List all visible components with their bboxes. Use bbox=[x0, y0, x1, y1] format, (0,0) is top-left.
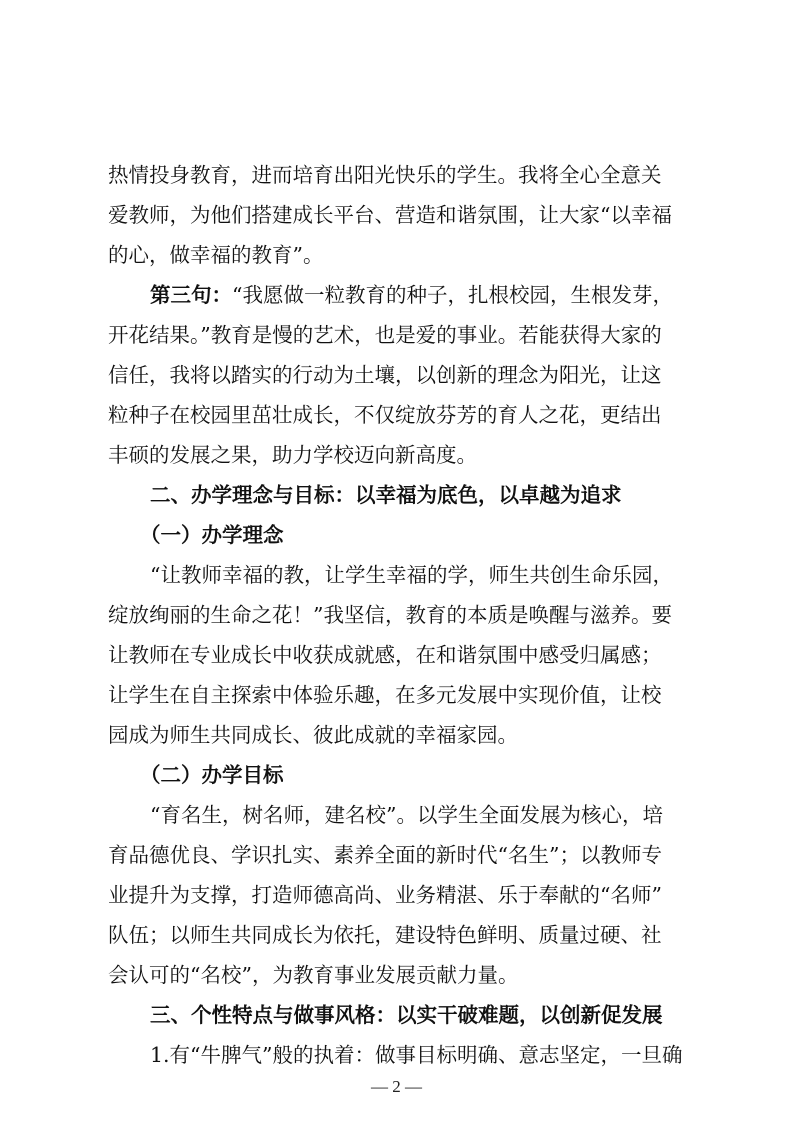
paragraph-line: 会认可的“名校”，为教育事业发展贡献力量。 bbox=[108, 963, 519, 987]
paragraph-line: 让教师在专业成长中收获成就感，在和谐氛围中感受归属感； bbox=[108, 643, 662, 667]
section-heading: 三、个性特点与做事风格：以实干破难题，以创新促发展 bbox=[150, 1003, 663, 1027]
subsection-heading: （一）办学理念 bbox=[140, 523, 284, 547]
paragraph-line: 的心，做幸福的教育”。 bbox=[108, 243, 324, 267]
page-number: — 2 — bbox=[371, 1077, 422, 1096]
subsection-heading: （二）办学目标 bbox=[140, 763, 284, 787]
section-heading: 二、办学理念与目标：以幸福为底色，以卓越为追求 bbox=[150, 483, 622, 507]
paragraph-line: 队伍；以师生共同成长为依托，建设特色鲜明、质量过硬、社 bbox=[108, 923, 662, 947]
paragraph-line: 粒种子在校园里茁壮成长，不仅绽放芬芳的育人之花，更结出 bbox=[108, 403, 662, 427]
paragraph-line: “让教师幸福的教，让学生幸福的学，师生共创生命乐园， bbox=[150, 563, 673, 587]
paragraph-lead: 第三句： bbox=[150, 283, 232, 307]
paragraph-line bbox=[150, 275, 690, 315]
paragraph-line: 园成为师生共同成长、彼此成就的幸福家园。 bbox=[108, 723, 518, 747]
paragraph-line: 信任，我将以踏实的行动为土壤，以创新的理念为阳光，让这 bbox=[108, 363, 662, 387]
paragraph-line: 开花结果。”教育是慢的艺术，也是爱的事业。若能获得大家的 bbox=[108, 323, 662, 347]
paragraph-line: 绽放绚丽的生命之花！”我坚信，教育的本质是唤醒与滋养。要 bbox=[108, 603, 672, 627]
paragraph-line: 爱教师，为他们搭建成长平台、营造和谐氛围，让大家“以幸福 bbox=[108, 203, 672, 227]
paragraph-line: 让学生在自主探索中体验乐趣，在多元发展中实现价值，让校 bbox=[108, 683, 662, 707]
paragraph-line: 丰硕的发展之果，助力学校迈向新高度。 bbox=[108, 443, 477, 467]
paragraph-text: “我愿做一粒教育的种子，扎根校园，生根发芽， bbox=[232, 283, 673, 307]
paragraph-line: 1.有“牛脾气”般的执着：做事目标明确、意志坚定，一旦确 bbox=[150, 1043, 683, 1067]
paragraph-line: 热情投身教育，进而培育出阳光快乐的学生。我将全心全意关 bbox=[108, 163, 662, 187]
paragraph-line: 育品德优良、学识扎实、素养全面的新时代“名生”；以教师专 bbox=[108, 843, 662, 867]
paragraph-line: “育名生，树名师，建名校”。以学生全面发展为核心，培 bbox=[150, 803, 663, 827]
paragraph-line: 业提升为支撑，打造师德高尚、业务精湛、乐于奉献的“名师” bbox=[108, 883, 662, 907]
